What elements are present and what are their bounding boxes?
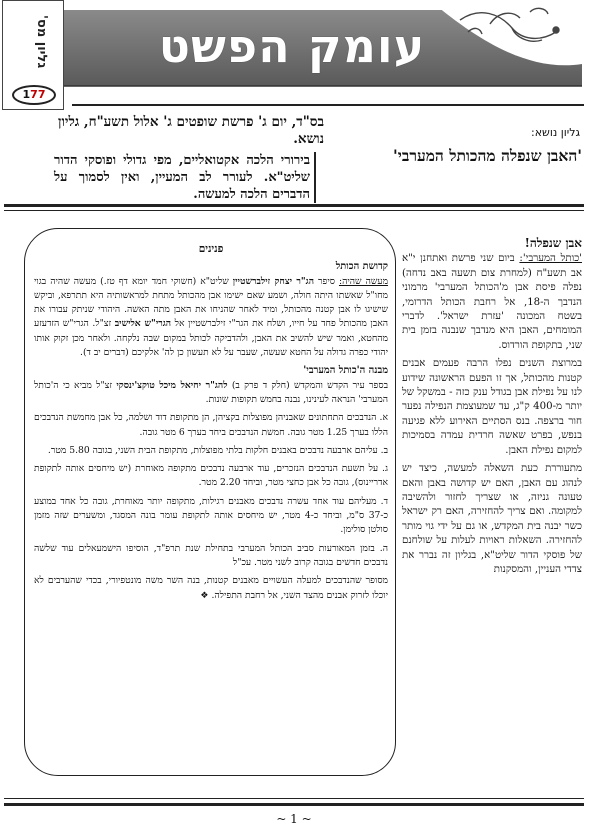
newsletter-title: עומק הפשט <box>158 19 426 73</box>
main-article-column <box>402 236 582 581</box>
issue-label: גליון מס' <box>34 15 49 69</box>
pninim-story: מעשה שהיה: סיפר הג"ר יצחק זילברשטיין שליט"א (חשוקי חמד יומא דף טז.) מעשה שהיה בגוי מחו"ל שאשתו היתה חולה, ושמע שאם ישימו אבן מהכותל מתחת למראשותיה היא תתרפא, וביקש שישיגו לו אבן קטנה מהכותל, ומיד לאחר שהניחו את האבן מתה האשה. היהודי שניתק עבורו את האבן מהכותל פחד על חייו, ושלח את הגר"י זילברשטיין אל הגרי"ש אלישיב זצ"ל. הגרי"ש הזדעזע מהחטא, ואמר שיש להשיב את האבן, ולהדביקה לכותל במקום שבה נלקחה. ולאחר מכן זקוק אותו יהודי כפרה גדולה על החטא שעשה, שעבר על לא תעשון כן לה' אלקיכם (דברים יב ד). <box>34 275 389 359</box>
pninim-subheading: קדושת הכותל <box>335 261 388 273</box>
header-divider-top <box>72 104 584 106</box>
pninim-closing: מסופר שהנדבכים למעלה העשויים מאבנים קטנות, בנה השר משה מונטפיורי, בכדי שהערבים לא יוכלו לזרוק אבנים מהצד השני, אל רחבת התפילה. ❖ <box>34 575 388 601</box>
page-number: ~ 1 ~ <box>276 812 312 826</box>
pninim-subheading: מבנה ה'כותל המערבי' <box>303 365 388 377</box>
pninim-list-item: ה. בזמן המאורעות סביב הכותל המערבי בתחילת שנת תרפ"ד, הוסיפו הישמעאלים עוד שלשה נדבכים חדשים בגובה קרוב לשני מטר. עכ"ל <box>34 542 388 568</box>
pninim-box <box>34 242 388 607</box>
issue-number: 177 <box>12 85 56 105</box>
pninim-list-item: א. הנדבכים התחתונים שאבניהן מפוצלות בקציהן, הן מתקופת דוד ושלמה, כל אבן מחמשת הנדבכים הללו בערך 1.25 מטר גובה. חמשת הנדבכים ביחד בערך 6 מטר גובה. <box>34 412 388 438</box>
masthead <box>60 2 582 88</box>
pninim-title: פנינים <box>198 243 224 255</box>
date-line: בס"ד, יום ג' פרשת שופטים ג' אלול תשע"ח, גליון נושא. <box>58 114 324 147</box>
header-divider-bottom <box>4 204 584 211</box>
article-paragraph: 'כותל המערבי': ביום שני פרשת ואתחנן י"א אב תשע"ח (למחרת צום תשעה באב נדחה) נפלה פיסת אבן מ'הכותל המערבי' מרמוני הנדבך ה-18, אל רחבת הכותל הדרומי, בשטח המכונה 'עזרת ישראל'. לדברי המומחים, האבן היא מנדבך שנבנה בזמן בית שני, בתקופת הורדוס. <box>402 253 582 351</box>
article-paragraph: מתעוררת כעת השאלה למעשה, כיצד יש לנהוג עם האבן, האם יש קדושה באבן והאם טעונה גניזה, או שצריך לחזור ולהשיבה למקומה. ואם צריך להחזירה, האם רק ישראל כשר יבנה בית המקדש, או גם על ידי גוי מותר להחזירה. השאלות ראויות לעלות על שולחנם של פוסקי הדור שליט"א, בגליון זה נברר את צדדי העניין, והמסקנות <box>402 463 582 575</box>
pninim-list-item: ב. עליהם ארבעה נדבכים באבנים חלקות בלתי מפוצלות, מתקופת הבית השני, בגובה 5.80 מטר. <box>47 444 388 456</box>
pninim-list-item: ד. מעליהם עוד אחד עשרה נדבכים מאבנים רגילות, מתקופה יותר מאוחרת, גובה כל אחד במוצע כ-37 ס"מ, וביחד כ-4 מטר, יש מיחסים אותה לתקופת עומר בונה המסגד, ומשערים שזה מזמן סולטן סולימן. <box>34 495 388 536</box>
pninim-structure-intro: בספר עיר הקדש והמקדש (חלק ד פרק ב) להג"ר יחיאל מיכל טוקצ'ינסקי זצ"ל מביא כי ה'כותל המערבי' הנראה לעינינו, נבנה בחמש תקופות שונות. <box>34 379 389 405</box>
intro-text: בירורי הלכה אקטואליים, מפי גדולי ופוסקי הדור שליט"א. לעורר לב המעיין, ואין לסמוך על הדברים הלכה למעשה. <box>54 152 316 203</box>
article-paragraph: במרוצת השנים נפלו הרבה פעמים אבנים קטנות מהכותל, אך זו הפעם הראשונה שידוע לנו על נפילת אבן בגודל ענק כזה - במשקל של יותר מ-400 ק"ג, עד שמעוצמת הנפילה נפער חור ברצפה. בנס הסתיים האירוע ללא פגיעה בנפש, בפרט שאשה חרדית עמדה בסמיכות למקום נפילת האבן. <box>402 358 582 456</box>
pninim-list-item: ג. על תשעת הנדבכים הנזכרים, עוד ארבעה נדבכים מתקופה מאוחרת (יש מיחסים אותה לתקופת אדריינוס), גובה כל אבן כחצי מטר, וביחד 2.20 מטר. <box>34 463 388 489</box>
subject-title: 'האבן שנפלה מהכותל המערבי' <box>393 146 582 165</box>
footer-divider <box>4 798 584 806</box>
subject-label: גליון נושא: <box>531 126 580 139</box>
article-heading: אבן שנפלה! <box>524 236 582 250</box>
issue-box <box>2 0 64 110</box>
